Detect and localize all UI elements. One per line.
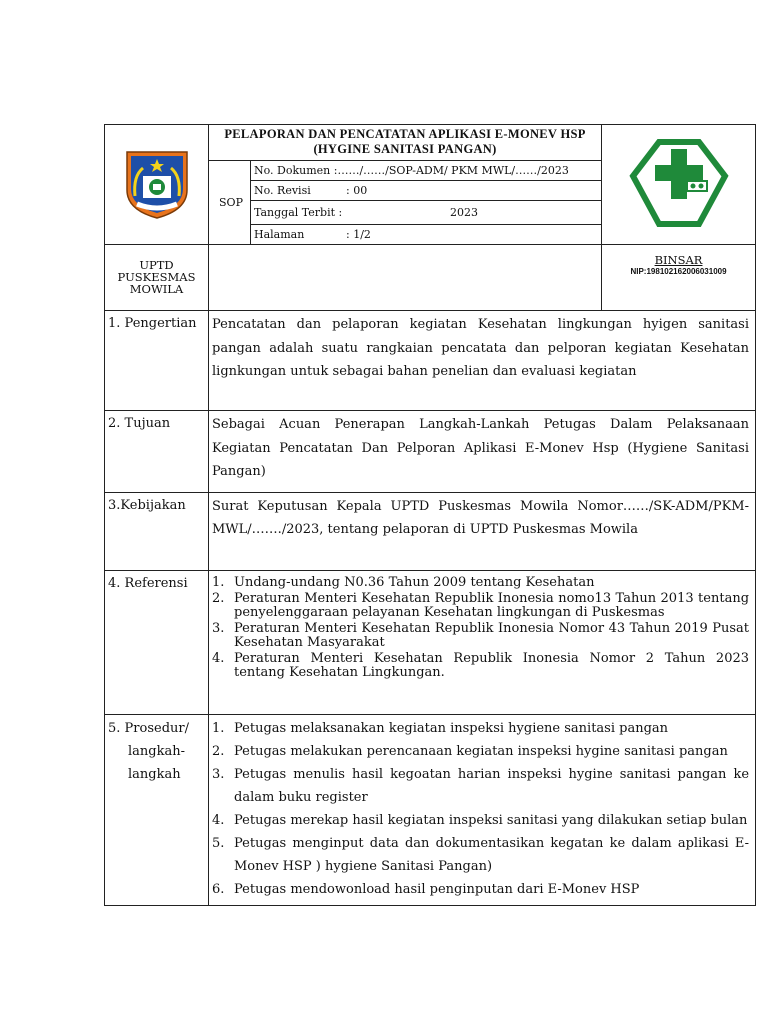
signature-block: [602, 245, 756, 311]
unit-line-1: UPTD: [139, 258, 174, 272]
page-number: [251, 225, 602, 245]
section-list-prosedur: [209, 714, 756, 905]
revision-value: : 00: [346, 184, 368, 197]
section-label-kebijakan: 3.Kebijakan: [105, 492, 209, 570]
list-item: 3. Petugas menulis hasil kegoatan harian inspeksi hygine sanitasi pangan ke dalam buku register: [212, 766, 750, 805]
section-text-tujuan: Sebagai Acuan Penerapan Langkah-Lankah Petugas Dalam Pelaksanaan Kegiatan Pencatatan Dan Pelporan Aplikasi E-Monev Hsp (Hygiene Sanitasi Pangan): [209, 411, 756, 493]
list-item: 2. Petugas melakukan perencanaan kegiatan inspeksi hygine sanitasi pangan: [212, 743, 728, 759]
document-number: No. Dokumen :……/……/SOP-ADM/ PKM MWL/……/2023: [251, 161, 602, 181]
page-label: Halaman: [254, 228, 305, 241]
section-label-prosedur: 5. Prosedur/ langkah- langkah: [105, 714, 209, 905]
page-value: : 1/2: [346, 228, 371, 241]
list-item: 4. Peraturan Menteri Kesehatan Republik Inonesia Nomor 2 Tahun 2023 tentang Kesehatan Lingkungan.: [212, 651, 750, 680]
document-title: PELAPORAN DAN PENCATATAN APLIKASI E-MONEV HSP (HYGINE SANITASI PANGAN): [209, 125, 602, 161]
list-item: 2. Peraturan Menteri Kesehatan Republik Inonesia nomo13 Tahun 2013 tentang penyelenggaraan pelayanan Kesehatan lingkungan di Puskesmas: [212, 591, 750, 620]
sop-table: [104, 124, 756, 906]
section-label-pengertian: 1. Pengertian: [105, 311, 209, 411]
issue-date: [251, 201, 602, 225]
blank-cell: [209, 245, 602, 311]
list-item: 6. Petugas mendowonload hasil penginputan dari E-Monev HSP: [212, 881, 640, 897]
unit-line-2: PUSKESMAS: [117, 270, 196, 284]
section-text-kebijakan: Surat Keputusan Kepala UPTD Puskesmas Mowila Nomor……/SK-ADM/PKM-MWL/……./2023, tentang pelaporan di UPTD Puskesmas Mowila: [209, 492, 756, 570]
section-text-pengertian: Pencatatan dan pelaporan kegiatan Kesehatan lingkungan hyigen sanitasi pangan adalah suatu rangkaian pencatata dan pelporan kegiatan Kesehatan lignkungan untuk sebagai bahan penelian dan evaluasi kegiatan: [209, 311, 756, 411]
list-item: 5. Petugas menginput data dan dokumentasikan kegatan ke dalam aplikasi E-Monev HSP ) hygiene Sanitasi Pangan): [212, 835, 750, 874]
list-item: 1. Petugas melaksanakan kegiatan inspeksi hygiene sanitasi pangan: [212, 720, 669, 736]
section-label-referensi: 4. Referensi: [105, 570, 209, 714]
unit-name: [105, 245, 209, 311]
revision-label: No. Revisi: [254, 184, 311, 197]
regency-emblem-cell: [105, 125, 209, 245]
issue-date-label: Tanggal Terbit :: [254, 206, 343, 219]
issue-date-value: 2023: [450, 206, 478, 219]
section-label-tujuan: 2. Tujuan: [105, 411, 209, 493]
puskesmas-logo-icon: [629, 135, 729, 231]
list-item: 1. Undang-undang N0.36 Tahun 2009 tentang Kesehatan: [212, 574, 595, 590]
unit-line-3: MOWILA: [129, 282, 184, 296]
revision-number: [251, 181, 602, 201]
puskesmas-logo-cell: [602, 125, 756, 245]
list-item: 4. Petugas merekap hasil kegiatan inspeksi sanitasi yang dilakukan setiap bulan: [212, 812, 748, 828]
regency-emblem-icon: [121, 146, 193, 220]
signer-nip: NIP:198102162006031009: [630, 267, 727, 276]
sop-label: SOP: [209, 161, 251, 245]
signer-name: BINSAR: [654, 253, 703, 267]
list-item: 3. Peraturan Menteri Kesehatan Republik Inonesia Nomor 43 Tahun 2019 Pusat Kesehatan Masyarakat: [212, 621, 750, 650]
sop-document: [104, 124, 755, 906]
section-list-referensi: [209, 570, 756, 714]
